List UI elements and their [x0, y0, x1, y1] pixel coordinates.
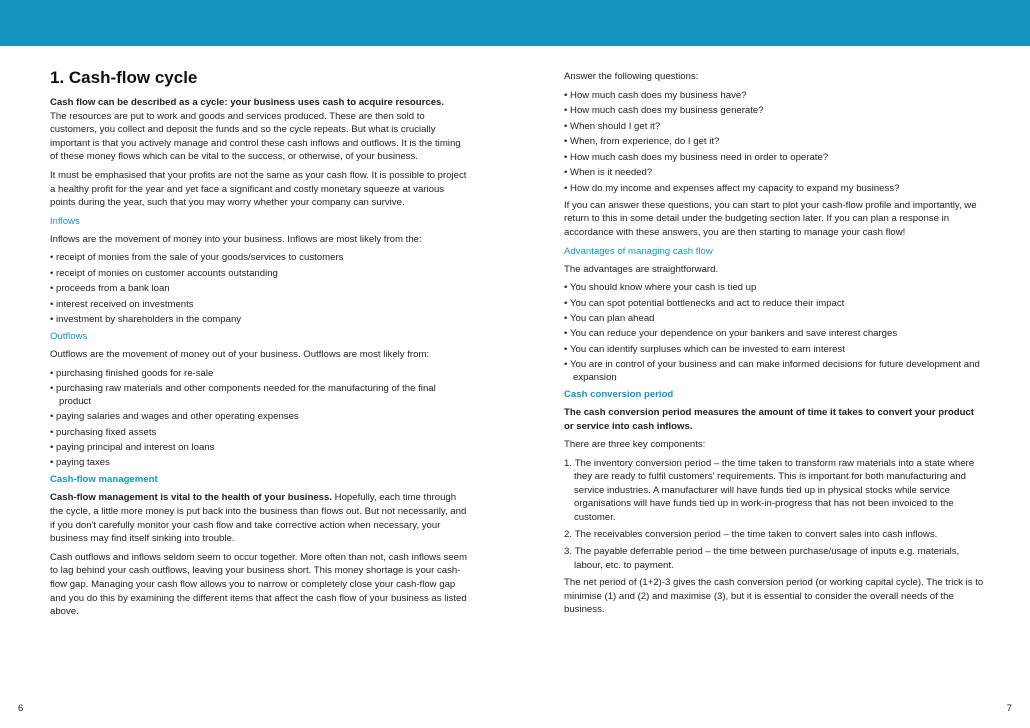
intro-paragraph [50, 96, 468, 164]
list-item: • investment by shareholders in the company [50, 313, 468, 326]
list-item: • You can spot potential bottlenecks and act to reduce their impact [564, 297, 984, 310]
left-column [50, 66, 468, 624]
questions-paragraph: If you can answer these questions, you can start to plot your cash-flow profile and importantly, we return to this in some detail under the budgeting section later. If you can plan a response in accordance with these answers, you are then starting to manage your cash flow! [564, 199, 977, 238]
item-text: The inventory conversion period – the time taken to transform raw materials into a state where they are ready to fulfil customers' requirements. This is important for both manufacturing and service industries. A manufacturer will have funds tied up in physical stocks while service organisations will have funds tied up in work-in-progress that has not been invoiced to the customer. [574, 457, 975, 523]
list-item: • interest received on investments [50, 298, 468, 311]
outflows-heading: Outflows [50, 330, 88, 342]
ccp-intro: There are three key components: [564, 439, 706, 451]
list-item: • You should know where your cash is tied up [564, 281, 984, 294]
list-item: • You can plan ahead [564, 312, 984, 325]
list-item: • paying principal and interest on loans [50, 441, 468, 454]
list-item: • How do my income and expenses affect my capacity to expand my business? [564, 182, 984, 195]
list-item: • You can reduce your dependence on your bankers and save interest charges [564, 327, 984, 340]
page-title: 1. Cash-flow cycle [50, 68, 198, 87]
list-item: • When is it needed? [564, 166, 984, 179]
advantages-intro: The advantages are straightforward. [564, 263, 719, 275]
net-period-paragraph: The net period of (1+2)-3 gives the cash conversion period (or working capital cycle). The trick is to minimise (1) and (2) and maximise (3), but it is essential to consider the overall needs of the business. [564, 577, 984, 616]
list-item: • purchasing finished goods for re-sale [50, 367, 468, 380]
inflows-list [50, 251, 468, 326]
cash-flow-management-heading: Cash-flow management [50, 474, 158, 486]
outflows-list [50, 367, 468, 470]
ccp-lead [564, 406, 984, 433]
list-item [564, 528, 984, 541]
item-number: 2. [564, 528, 573, 540]
right-column [564, 70, 984, 622]
list-item: • receipt of monies on customer accounts outstanding [50, 267, 468, 280]
item-text: The payable deferrable period – the time between purchase/usage of inputs e.g. materials, labour, etc. to payment. [574, 546, 960, 571]
list-item: • You are in control of your business and can make informed decisions for future development and expansion [564, 358, 984, 384]
advantages-list [564, 281, 984, 384]
item-number: 1. [564, 457, 573, 469]
list-item: • paying taxes [50, 456, 468, 469]
questions-list [564, 89, 984, 195]
page-number-left: 6 [18, 703, 24, 714]
list-item: • You can identify surpluses which can be invested to earn interest [564, 343, 984, 356]
cash-conversion-heading: Cash conversion period [564, 389, 674, 401]
header-bar [0, 0, 1030, 46]
inflows-heading: Inflows [50, 215, 80, 227]
cash-flow-gap-paragraph: Cash outflows and inflows seldom seem to occur together. More often than not, cash inflows seem to lag behind your cash outflows, leaving your business short. This money shortage is your cash-flow gap. Managing your cash flow allows you to narrow or completely close your cash-flow gap and you do this by examining the different items that affect the cash flow of your business as listed above. [50, 551, 468, 618]
list-item: • How much cash does my business generate? [564, 104, 984, 117]
inflows-intro: Inflows are the movement of money into your business. Inflows are most likely from the: [50, 233, 422, 245]
list-item: • How much cash does my business have? [564, 89, 984, 102]
list-item: • paying salaries and wages and other operating expenses [50, 410, 468, 423]
intro-rest: The resources are put to work and goods and services produced. These are then sold to customers, you collect and deposit the funds and so the cycle repeats. But what is crucially important is that you actively manage and control these cash inflows and outflows. It is the timing of these money flows which can be vital to the success, or otherwise, of your business. [50, 110, 461, 163]
list-item: • purchasing raw materials and other components needed for the manufacturing of the final product [50, 382, 468, 408]
item-text: The receivables conversion period – the time taken to convert sales into cash inflows. [574, 528, 938, 540]
management-rest: Hopefully, each time through the cycle, a little more money is put back into the business than flows out. But not necessarily, and if you don't carefully monitor your cash flow and take corrective action when necessary, your business may find itself sinking into trouble. [50, 492, 467, 545]
ccp-list [564, 457, 984, 572]
management-lead: Cash-flow management is vital to the health of your business. [50, 492, 332, 504]
list-item [564, 545, 984, 572]
questions-intro: Answer the following questions: [564, 71, 699, 82]
list-item: • proceeds from a bank loan [50, 282, 468, 295]
list-item: • receipt of monies from the sale of your goods/services to customers [50, 251, 468, 264]
ccp-lead-text: The cash conversion period measures the amount of time it takes to convert your product or service into cash inflows. [564, 407, 974, 432]
item-number: 3. [564, 546, 573, 558]
list-item [564, 457, 984, 524]
profits-paragraph: It must be emphasised that your profits are not the same as your cash flow. It is possible to project a healthy profit for the year and yet face a significant and costly monetary squeeze at various points during the year, such that you may worry whether your company can survive. [50, 169, 467, 209]
list-item: • When, from experience, do I get it? [564, 135, 984, 148]
page-number-right: 7 [1006, 703, 1012, 714]
list-item: • When should I get it? [564, 120, 984, 133]
advantages-heading: Advantages of managing cash flow [564, 245, 713, 257]
list-item: • How much cash does my business need in order to operate? [564, 151, 984, 164]
list-item: • purchasing fixed assets [50, 426, 468, 439]
management-paragraph [50, 491, 468, 545]
intro-lead: Cash flow can be described as a cycle: your business uses cash to acquire resources. [50, 97, 445, 108]
outflows-intro: Outflows are the movement of money out of your business. Outflows are most likely from: [50, 348, 430, 360]
